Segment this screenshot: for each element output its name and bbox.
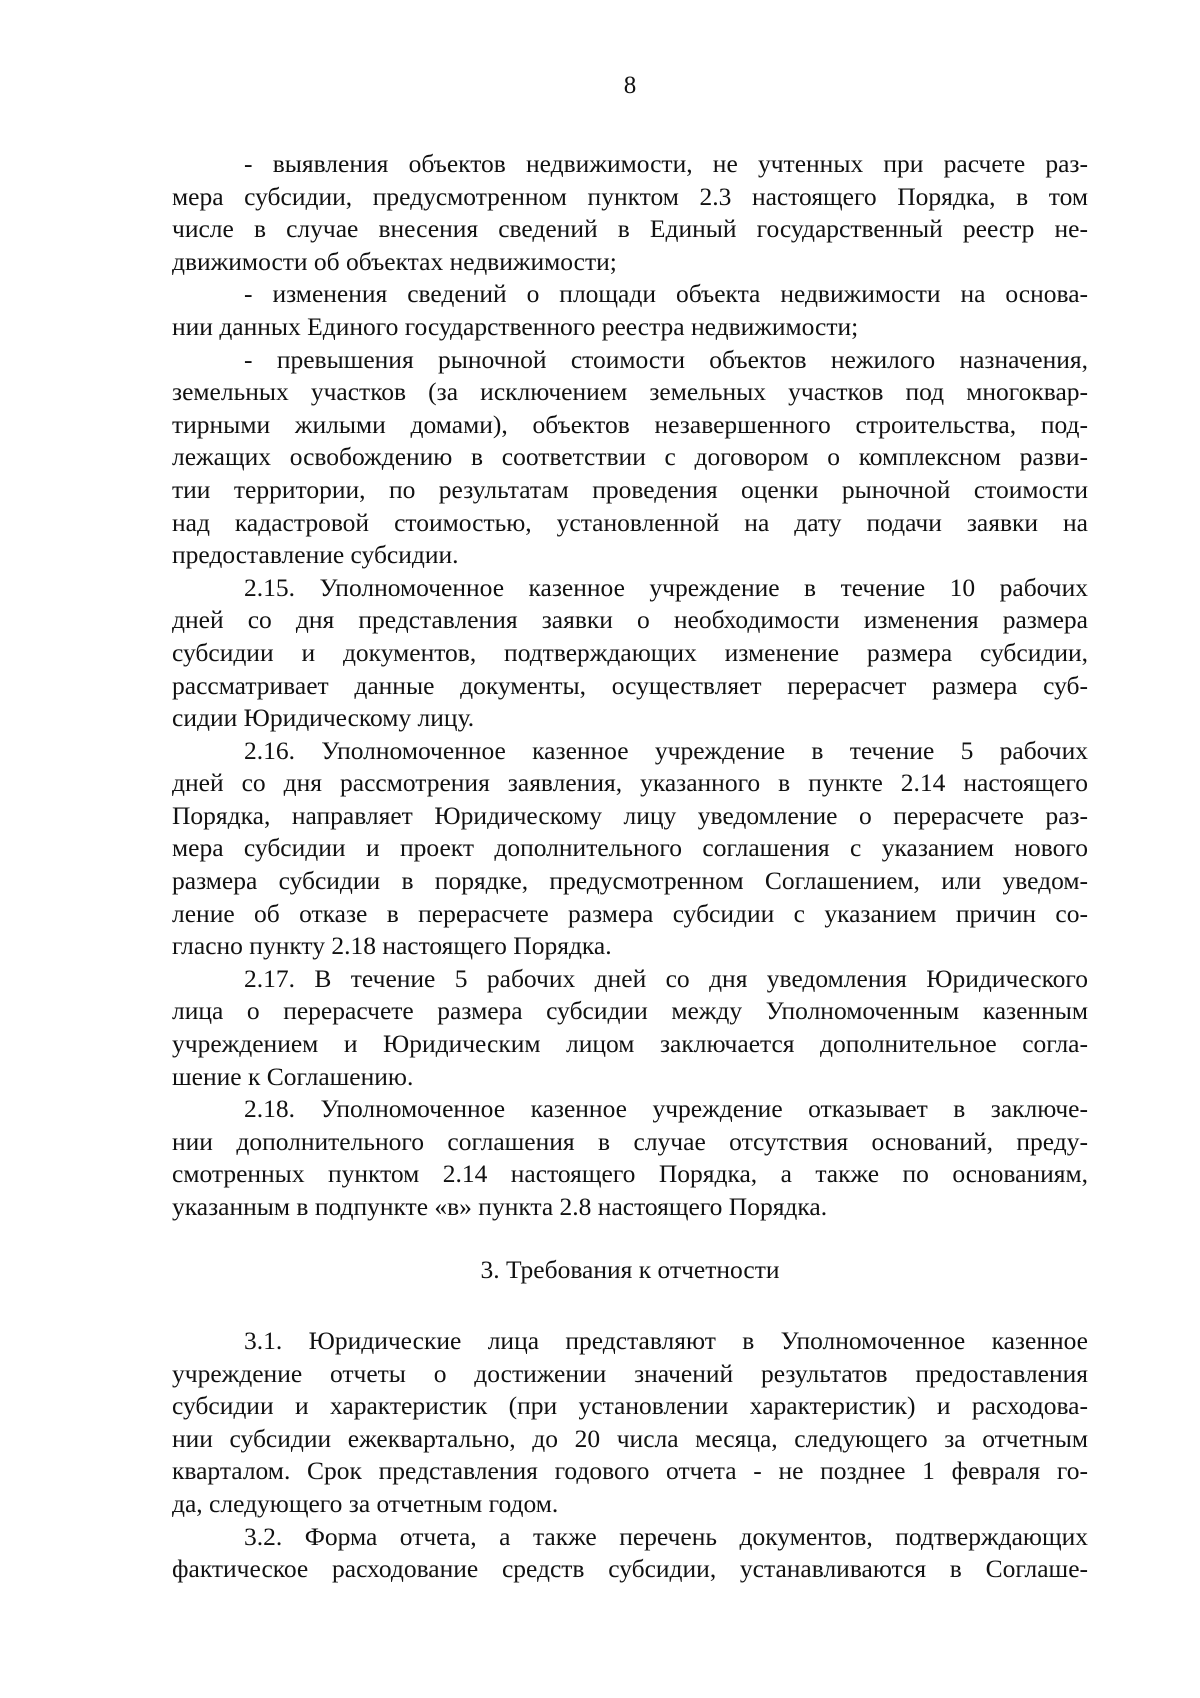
text-line: 3.2. Форма отчета, а также перечень документов, подтверждающих — [244, 1521, 1088, 1551]
text-line: тии территории, по результатам проведения оценки рыночной стоимости — [172, 474, 1088, 504]
text-line: предоставление субсидии. — [172, 540, 459, 570]
paragraphs-section-2 — [172, 148, 1088, 1224]
text-line: 2.18. Уполномоченное казенное учреждение отказывает в заключе- — [244, 1094, 1088, 1124]
text-line: лежащих освобождению в соответствии с договором о комплексном разви- — [172, 442, 1088, 472]
section-heading: 3. Требования к отчетности — [480, 1255, 780, 1284]
text-line: субсидии и документов, подтверждающих изменение размера субсидии, — [172, 637, 1088, 667]
text-line: ление об отказе в перерасчете размера субсидии с указанием причин со- — [172, 898, 1088, 928]
text-line: 2.16. Уполномоченное казенное учреждение в течение 5 рабочих — [244, 735, 1088, 765]
text-line: шение к Соглашению. — [172, 1061, 414, 1091]
text-line: мера субсидии, предусмотренном пунктом 2.3 настоящего Порядка, в том — [172, 181, 1088, 211]
text-line: нии дополнительного соглашения в случае отсутствия оснований, преду- — [172, 1126, 1088, 1156]
text-line: учреждение отчеты о достижении значений результатов предоставления — [172, 1358, 1088, 1388]
text-line: мера субсидии и проект дополнительного соглашения с указанием нового — [172, 833, 1088, 863]
text-line: фактическое расходование средств субсидии, устанавливаются в Соглаше- — [172, 1554, 1088, 1584]
text-line: смотренных пунктом 2.14 настоящего Порядка, а также по основаниям, — [172, 1159, 1088, 1189]
page-number: 8 — [623, 72, 637, 99]
text-line: движимости об объектах недвижимости; — [172, 246, 617, 276]
text-line: - изменения сведений о площади объекта недвижимости на основа- — [244, 279, 1088, 309]
text-line: нии данных Единого государственного реестра недвижимости; — [172, 311, 859, 341]
text-line: учреждением и Юридическим лицом заключается дополнительное согла- — [172, 1029, 1088, 1059]
text-line: 2.15. Уполномоченное казенное учреждение в течение 10 рабочих — [244, 572, 1088, 602]
text-line: земельных участков (за исключением земельных участков под многоквар- — [172, 377, 1088, 407]
text-line: гласно пункту 2.18 настоящего Порядка. — [172, 931, 612, 961]
text-line: сидии Юридическому лицу. — [172, 703, 475, 733]
text-line: числе в случае внесения сведений в Единый государственный реестр не- — [172, 214, 1088, 244]
text-line: указанным в подпункте «в» пункта 2.8 настоящего Порядка. — [172, 1192, 828, 1221]
text-line: 2.17. В течение 5 рабочих дней со дня уведомления Юридического — [244, 963, 1088, 993]
text-line: субсидии и характеристик (при установлении характеристик) и расходова- — [172, 1391, 1088, 1421]
text-line: лица о перерасчете размера субсидии между Уполномоченным казенным — [172, 996, 1088, 1026]
text-line: дней со дня рассмотрения заявления, указанного в пункте 2.14 настоящего — [172, 768, 1088, 798]
text-line: - выявления объектов недвижимости, не учтенных при расчете раз- — [244, 149, 1088, 178]
paragraphs-section-3 — [172, 1325, 1088, 1586]
text-line: размера субсидии в порядке, предусмотренном Соглашением, или уведом- — [172, 866, 1088, 896]
text-line: кварталом. Срок представления годового отчета - не позднее 1 февраля го- — [172, 1456, 1088, 1486]
text-line: - превышения рыночной стоимости объектов нежилого назначения, — [244, 344, 1088, 374]
text-line: дней со дня представления заявки о необходимости изменения размера — [172, 605, 1088, 635]
text-line: над кадастровой стоимостью, установленной на дату подачи заявки на — [172, 507, 1088, 537]
text-line: тирными жилыми домами), объектов незавершенного строительства, под- — [172, 409, 1088, 439]
text-line: Порядка, направляет Юридическому лицу уведомление о перерасчете раз- — [172, 800, 1088, 830]
text-line: рассматривает данные документы, осуществляет перерасчет размера суб- — [172, 670, 1088, 700]
text-line: да, следующего за отчетным годом. — [172, 1488, 559, 1518]
text-line: 3.1. Юридические лица представляют в Уполномоченное казенное — [244, 1326, 1088, 1355]
text-line: нии субсидии ежеквартально, до 20 числа месяца, следующего за отчетным — [172, 1423, 1088, 1453]
